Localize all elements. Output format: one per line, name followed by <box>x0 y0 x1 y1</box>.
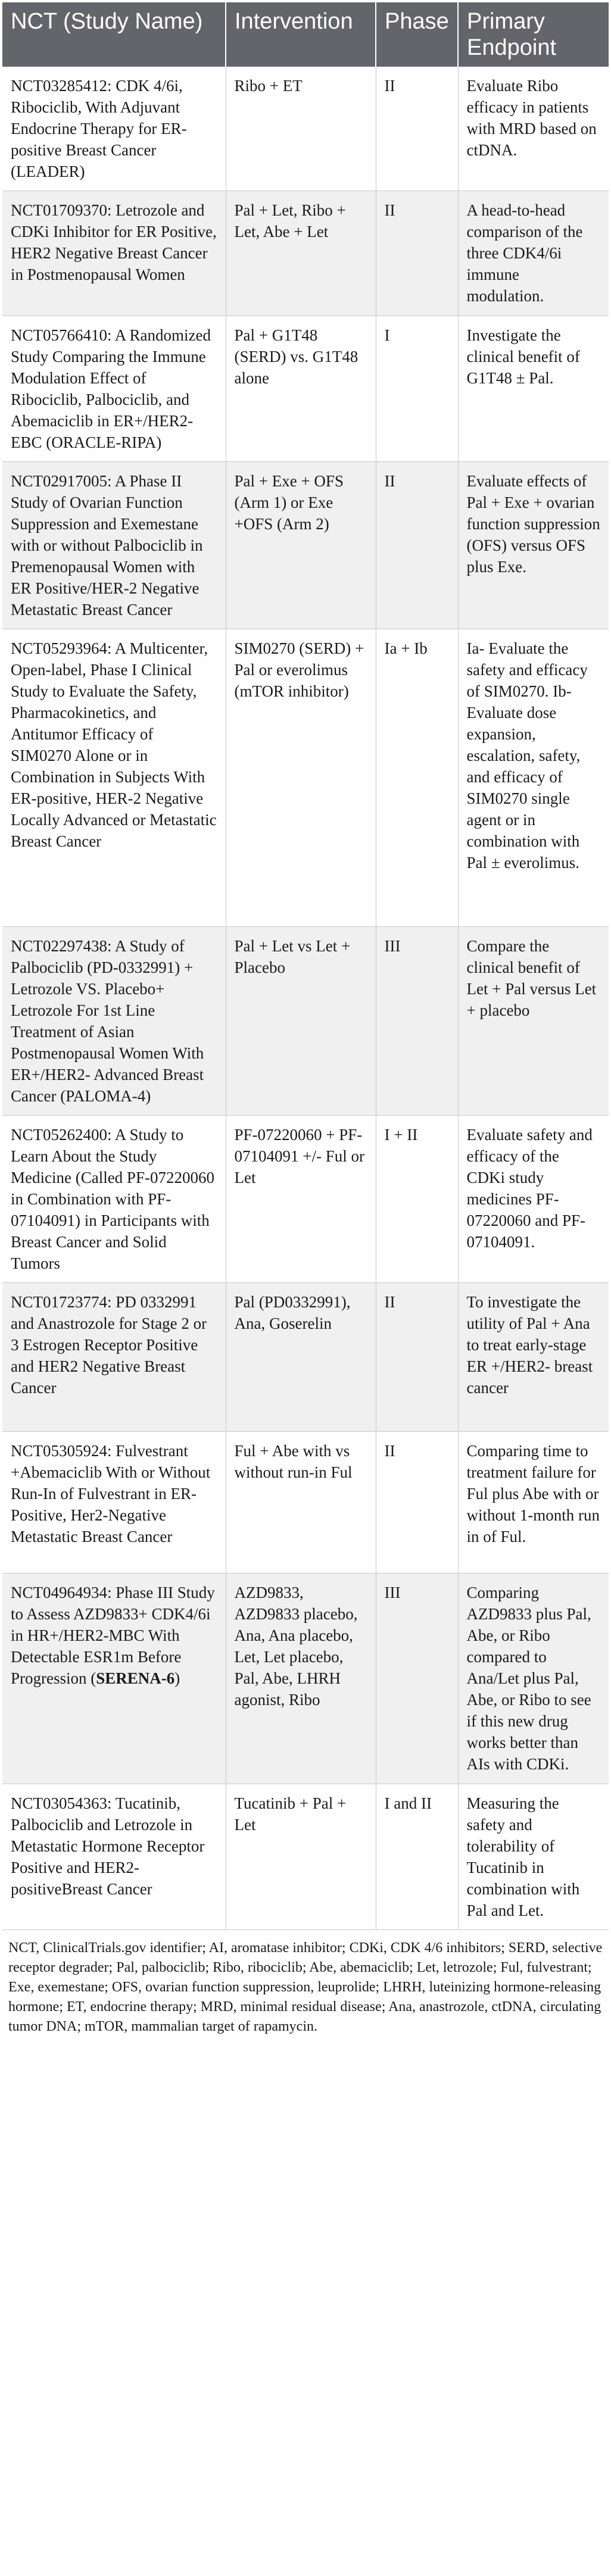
endpoint-cell: Measuring the safety and tolerability of Tucatinib in combination with Pal and Let. <box>458 1784 609 1930</box>
study-text: NCT04964934: Phase III Study to Assess AZD9833+ CDK4/6i in HR+/HER2-MBC With Detectable ESR1m Before Progression ( <box>11 1584 215 1687</box>
header-intervention: Intervention <box>226 2 376 67</box>
study-cell: NCT05262400: A Study to Learn About the Study Medicine (Called PF-07220060 in Combination with PF-07104091) in Participants with Breast Cancer and Solid Tumors <box>2 1116 226 1283</box>
table-row <box>2 1432 609 1573</box>
table-row <box>2 927 609 1116</box>
endpoint-cell: Comparing AZD9833 plus Pal, Abe, or Ribo compared to Ana/Let plus Pal, Abe, or Ribo to see if this new drug works better than AIs with CDKi. <box>458 1573 609 1784</box>
phase-cell: II <box>376 1432 458 1573</box>
intervention-cell: PF-07220060 + PF-07104091 +/- Ful or Let <box>226 1116 376 1283</box>
intervention-cell: Pal (PD0332991), Ana, Goserelin <box>226 1283 376 1432</box>
endpoint-cell: Comparing time to treatment failure for Ful plus Abe with or without 1-month run in of Ful. <box>458 1432 609 1573</box>
header-study: NCT (Study Name) <box>2 2 226 67</box>
phase-cell: III <box>376 1573 458 1784</box>
intervention-cell: SIM0270 (SERD) + Pal or everolimus (mTOR inhibitor) <box>226 629 376 927</box>
table-footnote: NCT, ClinicalTrials.gov identifier; AI, aromatase inhibitor; CDKi, CDK 4/6 inhibitors; SERD, selective receptor degrader; Pal, palbociclib; Ribo, ribociclib; Abe, abemaciclib; Let, letrozole; Ful, fulvestrant; Exe, exemestane; OFS, ovarian function suppression, leuprolide; LHRH, luteinizing hormone-releasing hormone; ET, endocrine therapy; MRD, minimal residual disease; Ana, anastrozole, ctDNA, circulating tumor DNA; mTOR, mammalian target of rapamycin. <box>8 1940 603 2034</box>
intervention-cell: Pal + Exe + OFS (Arm 1) or Exe +OFS (Arm 2) <box>226 462 376 629</box>
intervention-cell: Pal + Let vs Let + Placebo <box>226 927 376 1116</box>
intervention-cell: Pal + G1T48 (SERD) vs. G1T48 alone <box>226 316 376 462</box>
intervention-cell: Tucatinib + Pal + Let <box>226 1784 376 1930</box>
table-row <box>2 1573 609 1784</box>
endpoint-cell: Ia- Evaluate the safety and efficacy of SIM0270. Ib- Evaluate dose expansion, escalation, safety, and efficacy of SIM0270 single agent or in combination with Pal ± everolimus. <box>458 629 609 927</box>
endpoint-cell: Investigate the clinical benefit of G1T48 ± Pal. <box>458 316 609 462</box>
table-row <box>2 1283 609 1432</box>
table-header <box>2 2 609 67</box>
intervention-cell: Ful + Abe with vs without run-in Ful <box>226 1432 376 1573</box>
study-cell: NCT03285412: CDK 4/6i, Ribociclib, With Adjuvant Endocrine Therapy for ER-positive Breast Cancer (LEADER) <box>2 67 226 191</box>
table-row <box>2 462 609 629</box>
intervention-cell: AZD9833, AZD9833 placebo, Ana, Ana placebo, Let, Let placebo, Pal, Abe, LHRH agonist, Ribo <box>226 1573 376 1784</box>
intervention-cell: Pal + Let, Ribo + Let, Abe + Let <box>226 191 376 316</box>
endpoint-cell: Compare the clinical benefit of Let + Pal versus Let + placebo <box>458 927 609 1116</box>
phase-cell: I + II <box>376 1116 458 1283</box>
phase-cell: II <box>376 1283 458 1432</box>
endpoint-cell: Evaluate safety and efficacy of the CDKi study medicines PF-07220060 and PF-07104091. <box>458 1116 609 1283</box>
study-cell: NCT01709370: Letrozole and CDKi Inhibitor for ER Positive, HER2 Negative Breast Cancer in Postmenopausal Women <box>2 191 226 316</box>
study-cell: NCT02297438: A Study of Palbociclib (PD-0332991) + Letrozole VS. Placebo+ Letrozole For 1st Line Treatment of Asian Postmenopausal Women With ER+/HER2- Advanced Breast Cancer (PALOMA-4) <box>2 927 226 1116</box>
study-cell: NCT05293964: A Multicenter, Open-label, Phase I Clinical Study to Evaluate the Safety, Pharmacokinetics, and Antitumor Efficacy of SIM0270 Alone or in Combination in Subjects With ER-positive, HER-2 Negative Locally Advanced or Metastatic Breast Cancer <box>2 629 226 927</box>
table-row <box>2 316 609 462</box>
table-row <box>2 67 609 191</box>
phase-cell: II <box>376 67 458 191</box>
phase-cell: III <box>376 927 458 1116</box>
phase-cell: I and II <box>376 1784 458 1930</box>
study-cell: NCT03054363: Tucatinib, Palbociclib and Letrozole in Metastatic Hormone Receptor Positive and HER2-positiveBreast Cancer <box>2 1784 226 1930</box>
study-suffix: ) <box>174 1669 180 1687</box>
table-row <box>2 1116 609 1283</box>
phase-cell: II <box>376 462 458 629</box>
study-cell: NCT05305924: Fulvestrant +Abemaciclib With or Without Run-In of Fulvestrant in ER-Positive, Her2-Negative Metastatic Breast Cancer <box>2 1432 226 1573</box>
study-cell: NCT02917005: A Phase II Study of Ovarian Function Suppression and Exemestane with or without Palbociclib in Premenopausal Women with ER Positive/HER-2 Negative Metastatic Breast Cancer <box>2 462 226 629</box>
clinical-trials-table <box>2 2 609 1930</box>
study-cell: NCT05766410: A Randomized Study Comparing the Immune Modulation Effect of Ribociclib, Palbociclib, and Abemaciclib in ER+/HER2-EBC (ORACLE-RIPA) <box>2 316 226 462</box>
table-row <box>2 1784 609 1930</box>
phase-cell: I <box>376 316 458 462</box>
phase-cell: II <box>376 191 458 316</box>
study-cell: NCT01723774: PD 0332991 and Anastrozole for Stage 2 or 3 Estrogen Receptor Positive and HER2 Negative Breast Cancer <box>2 1283 226 1432</box>
header-endpoint: Primary Endpoint <box>458 2 609 67</box>
study-acronym: SERENA-6 <box>96 1669 175 1687</box>
header-phase: Phase <box>376 2 458 67</box>
phase-cell: Ia + Ib <box>376 629 458 927</box>
study-cell <box>2 1573 226 1784</box>
endpoint-cell: To investigate the utility of Pal + Ana to treat early-stage ER +/HER2- breast cancer <box>458 1283 609 1432</box>
header-row <box>2 2 609 67</box>
table-row <box>2 629 609 927</box>
table-body <box>2 67 609 1930</box>
intervention-cell: Ribo + ET <box>226 67 376 191</box>
endpoint-cell: Evaluate effects of Pal + Exe + ovarian function suppression (OFS) versus OFS plus Exe. <box>458 462 609 629</box>
table-row <box>2 191 609 316</box>
endpoint-cell: Evaluate Ribo efficacy in patients with MRD based on ctDNA. <box>458 67 609 191</box>
endpoint-cell: A head-to-head comparison of the three CDK4/6i immune modulation. <box>458 191 609 316</box>
